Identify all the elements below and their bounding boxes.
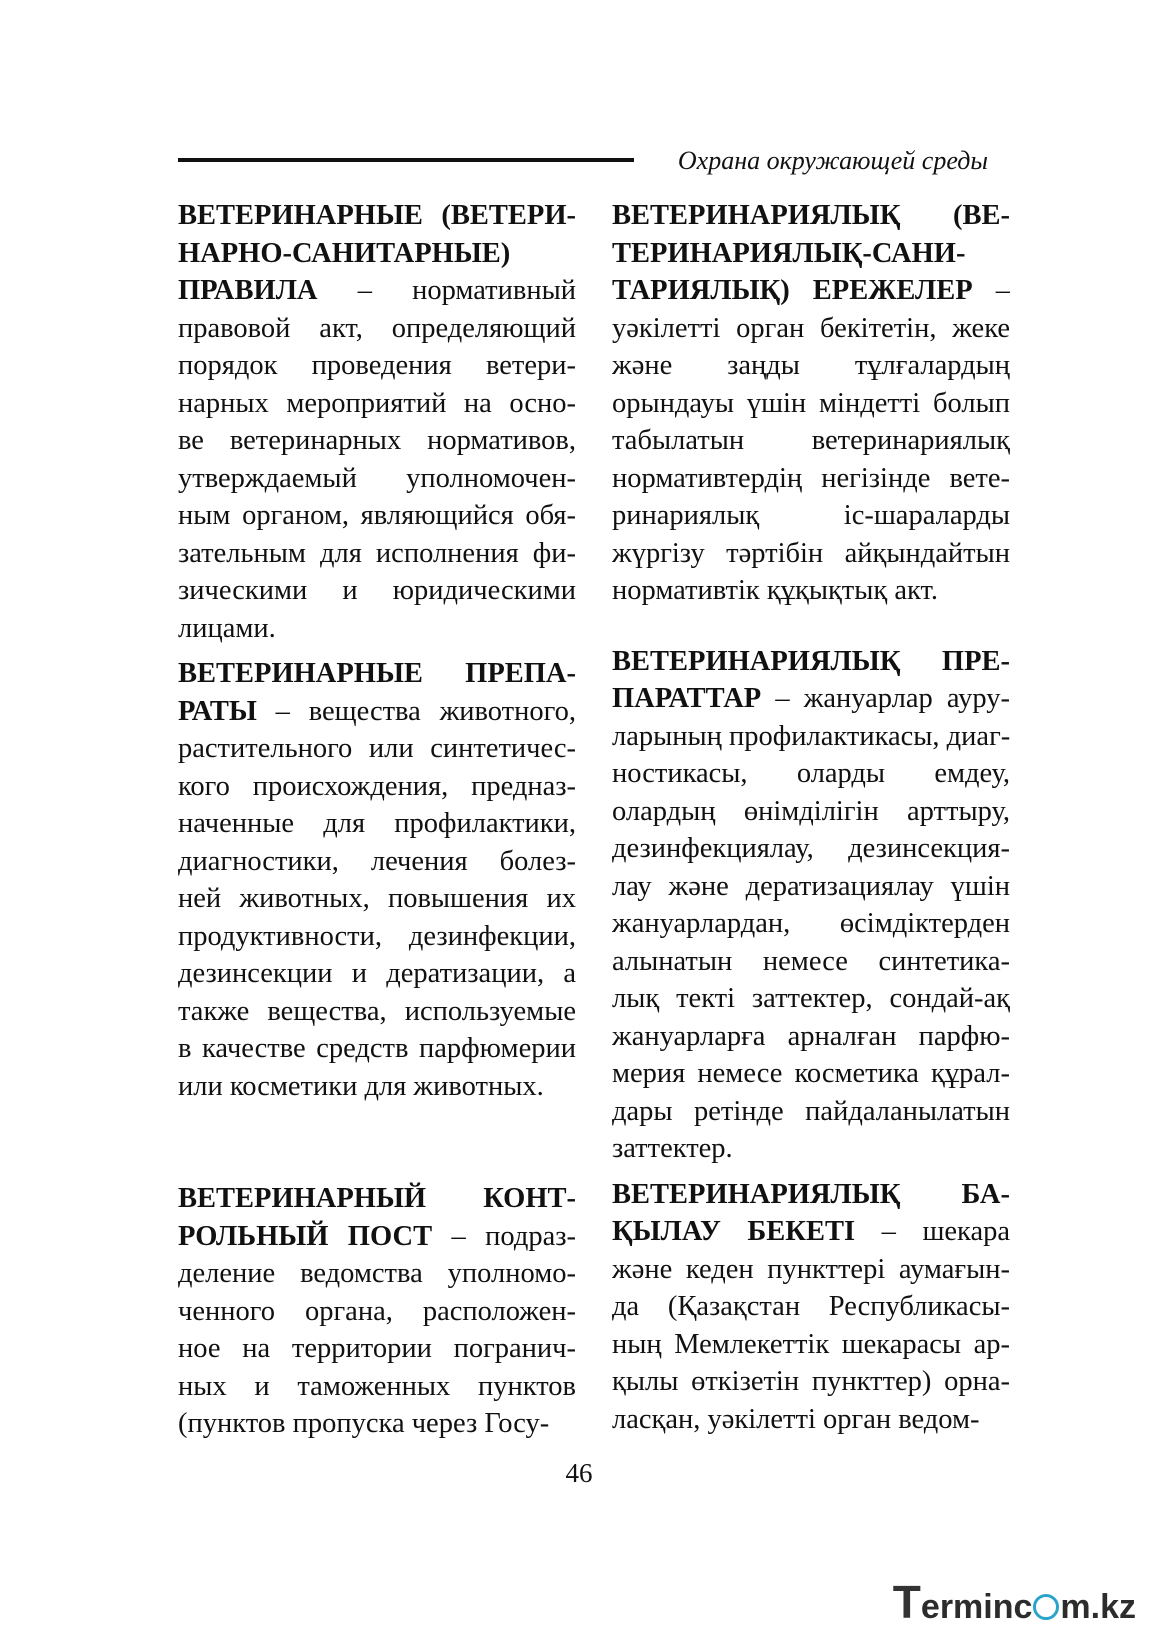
entry-line [178, 880, 576, 918]
entry-definition-text: ное на территории погранич- [178, 1333, 576, 1364]
glossary-entry [178, 197, 576, 647]
watermark-o-ring-icon [1033, 1594, 1059, 1620]
entry-definition-text: ның Мемлекеттік шекарасы ар- [612, 1328, 1010, 1360]
entry-definition-text: – подраз- [432, 1220, 576, 1252]
entry-definition-text: – шекара [855, 1216, 1010, 1247]
entry-line [178, 1068, 576, 1106]
entry-line [178, 385, 576, 423]
entry-definition-text: ных и таможенных пунктов [178, 1370, 576, 1402]
entry-line [612, 235, 1010, 273]
entry-term: ВЕТЕРИНАРИЯЛЫҚ БА- [612, 1178, 1010, 1210]
entry-definition-text: дары ретінде пайдаланылатын [612, 1095, 1010, 1127]
entry-line [612, 385, 1010, 423]
entry-definition-text: ней животных, повышения их [178, 883, 576, 914]
glossary-entry [612, 1176, 1010, 1439]
entry-line [178, 310, 576, 348]
entry-line [178, 1330, 576, 1368]
entry-definition-text: уәкілетті орган бекітетін, жеке [612, 312, 1010, 344]
entry-line [612, 272, 1010, 310]
entry-line [612, 680, 1010, 718]
entry-spacer [612, 610, 1010, 643]
entry-line [178, 610, 576, 648]
entry-term: РАТЫ [178, 695, 257, 727]
entry-line [178, 730, 576, 768]
entry-spacer [612, 1168, 1010, 1176]
entry-line [612, 1018, 1010, 1056]
entry-term: ВЕТЕРИНАРИЯЛЫҚ (ВЕ- [612, 200, 1010, 231]
entry-definition-text: – [972, 275, 1010, 306]
entry-line [612, 943, 1010, 981]
entry-line [178, 1180, 576, 1218]
entry-definition-text: және кеден пункттері аумағын- [612, 1253, 1010, 1285]
entry-line [612, 1401, 1010, 1439]
entry-line [612, 980, 1010, 1018]
entry-line [612, 868, 1010, 906]
entry-line [178, 497, 576, 535]
entry-line [178, 955, 576, 993]
entry-line [612, 572, 1010, 610]
entry-definition-text: нарных мероприятий на осно- [178, 387, 576, 419]
entry-definition-text: дезинфекциялау, дезинсекция- [612, 833, 1010, 864]
entry-definition-text: ринариялық іс-шараларды [612, 500, 1010, 531]
entry-line [612, 310, 1010, 348]
entry-term: ВЕТЕРИНАРНЫЕ ПРЕПА- [178, 658, 576, 689]
entry-definition-text: – вещества животного, [256, 695, 576, 727]
entry-definition-text: да (Қазақстан Республикасы- [612, 1291, 1010, 1322]
entry-definition-text: правовой акт, определяющий [178, 312, 576, 344]
header-rule [178, 158, 634, 162]
entry-definition-text: – нормативный [317, 275, 576, 306]
entry-term: ВЕТЕРИНАРИЯЛЫҚ ПРЕ- [612, 645, 1010, 677]
entry-line [612, 1176, 1010, 1214]
entry-line [612, 1130, 1010, 1168]
entry-term: ВЕТЕРИНАРНЫЙ КОНТ- [178, 1183, 576, 1214]
entry-line [612, 422, 1010, 460]
page-number: 46 [565, 1458, 593, 1488]
entry-definition-text: утверждаемый уполномочен- [178, 462, 576, 494]
entry-definition-text: или косметики для животных. [178, 1070, 544, 1102]
entry-line [178, 655, 576, 693]
entry-line [178, 805, 576, 843]
entry-definition-text: в качестве средств парфюмерии [178, 1033, 576, 1064]
entry-line [612, 535, 1010, 573]
entry-definition-text: ве ветеринарных нормативов, [178, 425, 576, 456]
entry-line [612, 830, 1010, 868]
entry-term: ВЕТЕРИНАРНЫЕ (ВЕТЕРИ- [178, 200, 576, 231]
entry-line [178, 1405, 576, 1443]
running-header-title: Охрана окружающей среды [677, 146, 988, 175]
entry-term: ТАРИЯЛЫҚ) ЕРЕЖЕЛЕР [612, 275, 973, 306]
entry-line [612, 1326, 1010, 1364]
entry-definition-text: олардың өнімділігін арттыру, [612, 795, 1010, 827]
entry-definition-text: ларының профилактикасы, диаг- [612, 720, 1010, 752]
entry-definition-text: лау және дератизациялау үшін [612, 870, 1010, 902]
entry-term: ҚЫЛАУ БЕКЕТІ [612, 1216, 856, 1247]
entry-line [178, 572, 576, 610]
entry-definition-text: алынатын немесе синтетика- [612, 945, 1010, 977]
entry-line [178, 693, 576, 731]
glossary-entry [612, 643, 1010, 1168]
entry-line [612, 1288, 1010, 1326]
entry-definition-text: заттектер. [612, 1133, 733, 1164]
entry-line [178, 918, 576, 956]
entry-line [612, 347, 1010, 385]
entry-line [612, 1363, 1010, 1401]
entry-definition-text: лицами. [178, 612, 276, 644]
entry-definition-text: орындауы үшін міндетті болып [612, 387, 1010, 419]
entry-line [612, 460, 1010, 498]
entry-definition-text: – жануарлар ауру- [761, 683, 1010, 714]
entry-line [612, 905, 1010, 943]
entry-definition-text: лық текті заттектер, сондай-ақ [612, 983, 1010, 1014]
entry-line [178, 460, 576, 498]
watermark-text-mid: erminc [920, 1588, 1033, 1626]
entry-definition-text: порядок проведения ветери- [178, 350, 576, 381]
entry-spacer [178, 1105, 576, 1180]
entry-line [178, 1255, 576, 1293]
entry-term: РОЛЬНЫЙ ПОСТ [178, 1220, 433, 1252]
entry-definition-text: кого происхождения, предназ- [178, 770, 576, 802]
glossary-entry [612, 197, 1010, 610]
entry-line [178, 535, 576, 573]
entry-definition-text: наченные для профилактики, [178, 808, 576, 839]
entry-definition-text: жануарлардан, өсімдіктерден [612, 908, 1010, 939]
entry-definition-text: жануарларға арналған парфю- [612, 1020, 1010, 1052]
entry-definition-text: ласқан, уәкілетті орган ведом- [612, 1403, 980, 1435]
entry-line [178, 768, 576, 806]
watermark-letter-t: T [892, 1576, 921, 1628]
termincom-watermark-logo [892, 1576, 1136, 1628]
entry-definition-text: зательным для исполнения фи- [178, 537, 576, 569]
watermark-text-end: m.kz [1060, 1588, 1136, 1626]
entry-term: НАРНО-САНИТАРНЫЕ) [178, 237, 511, 269]
entry-line [178, 1293, 576, 1331]
entry-line [178, 843, 576, 881]
entry-definition-text: жүргізу тәртібін айқындайтын [612, 537, 1010, 569]
entry-definition-text: табылатын ветеринариялық [612, 425, 1010, 456]
entry-definition-text: (пунктов пропуска через Госу- [178, 1408, 550, 1439]
glossary-entry [178, 1180, 576, 1443]
entry-definition-text: диагностики, лечения болез- [178, 845, 576, 877]
entry-definition-text: нормативтердің негізінде вете- [612, 462, 1010, 494]
entry-definition-text: зическими и юридическими [178, 575, 576, 606]
entry-line [612, 793, 1010, 831]
entry-definition-text: дезинсекции и дератизации, а [178, 958, 576, 989]
entry-line [612, 643, 1010, 681]
entry-line [178, 272, 576, 310]
entry-definition-text: қылы өткізетін пункттер) орна- [612, 1366, 1010, 1397]
entry-line [612, 1251, 1010, 1289]
entry-line [612, 197, 1010, 235]
entry-line [178, 1368, 576, 1406]
entry-line [612, 1055, 1010, 1093]
entry-definition-text: деление ведомства уполномо- [178, 1258, 576, 1289]
entry-line [178, 347, 576, 385]
left-column [178, 197, 576, 1443]
entry-definition-text: растительного или синтетичес- [178, 733, 576, 764]
entry-line [178, 235, 576, 273]
entry-spacer [178, 647, 576, 655]
entry-term: ПАРАТТАР [612, 683, 762, 714]
entry-line [178, 1218, 576, 1256]
entry-line [178, 993, 576, 1031]
entry-definition-text: продуктивности, дезинфекции, [178, 920, 576, 952]
right-column [612, 197, 1010, 1438]
entry-term: ТЕРИНАРИЯЛЫҚ-САНИ- [612, 237, 966, 269]
entry-term: ПРАВИЛА [178, 275, 318, 306]
entry-line [612, 1093, 1010, 1131]
entry-definition-text: также вещества, используемые [178, 995, 576, 1027]
entry-definition-text: ностикасы, оларды емдеу, [612, 758, 1010, 789]
entry-line [612, 497, 1010, 535]
entry-definition-text: нормативтік құқықтық акт. [612, 575, 938, 606]
entry-line [612, 1213, 1010, 1251]
entry-line [178, 1030, 576, 1068]
entry-definition-text: ным органом, являющийся обя- [178, 500, 576, 531]
entry-line [178, 422, 576, 460]
entry-definition-text: және заңды тұлғалардың [612, 350, 1010, 381]
glossary-entry [178, 655, 576, 1105]
entry-line [178, 197, 576, 235]
entry-definition-text: мерия немесе косметика құрал- [612, 1058, 1010, 1089]
entry-line [612, 755, 1010, 793]
entry-definition-text: ченного органа, расположен- [178, 1295, 576, 1327]
entry-line [612, 718, 1010, 756]
